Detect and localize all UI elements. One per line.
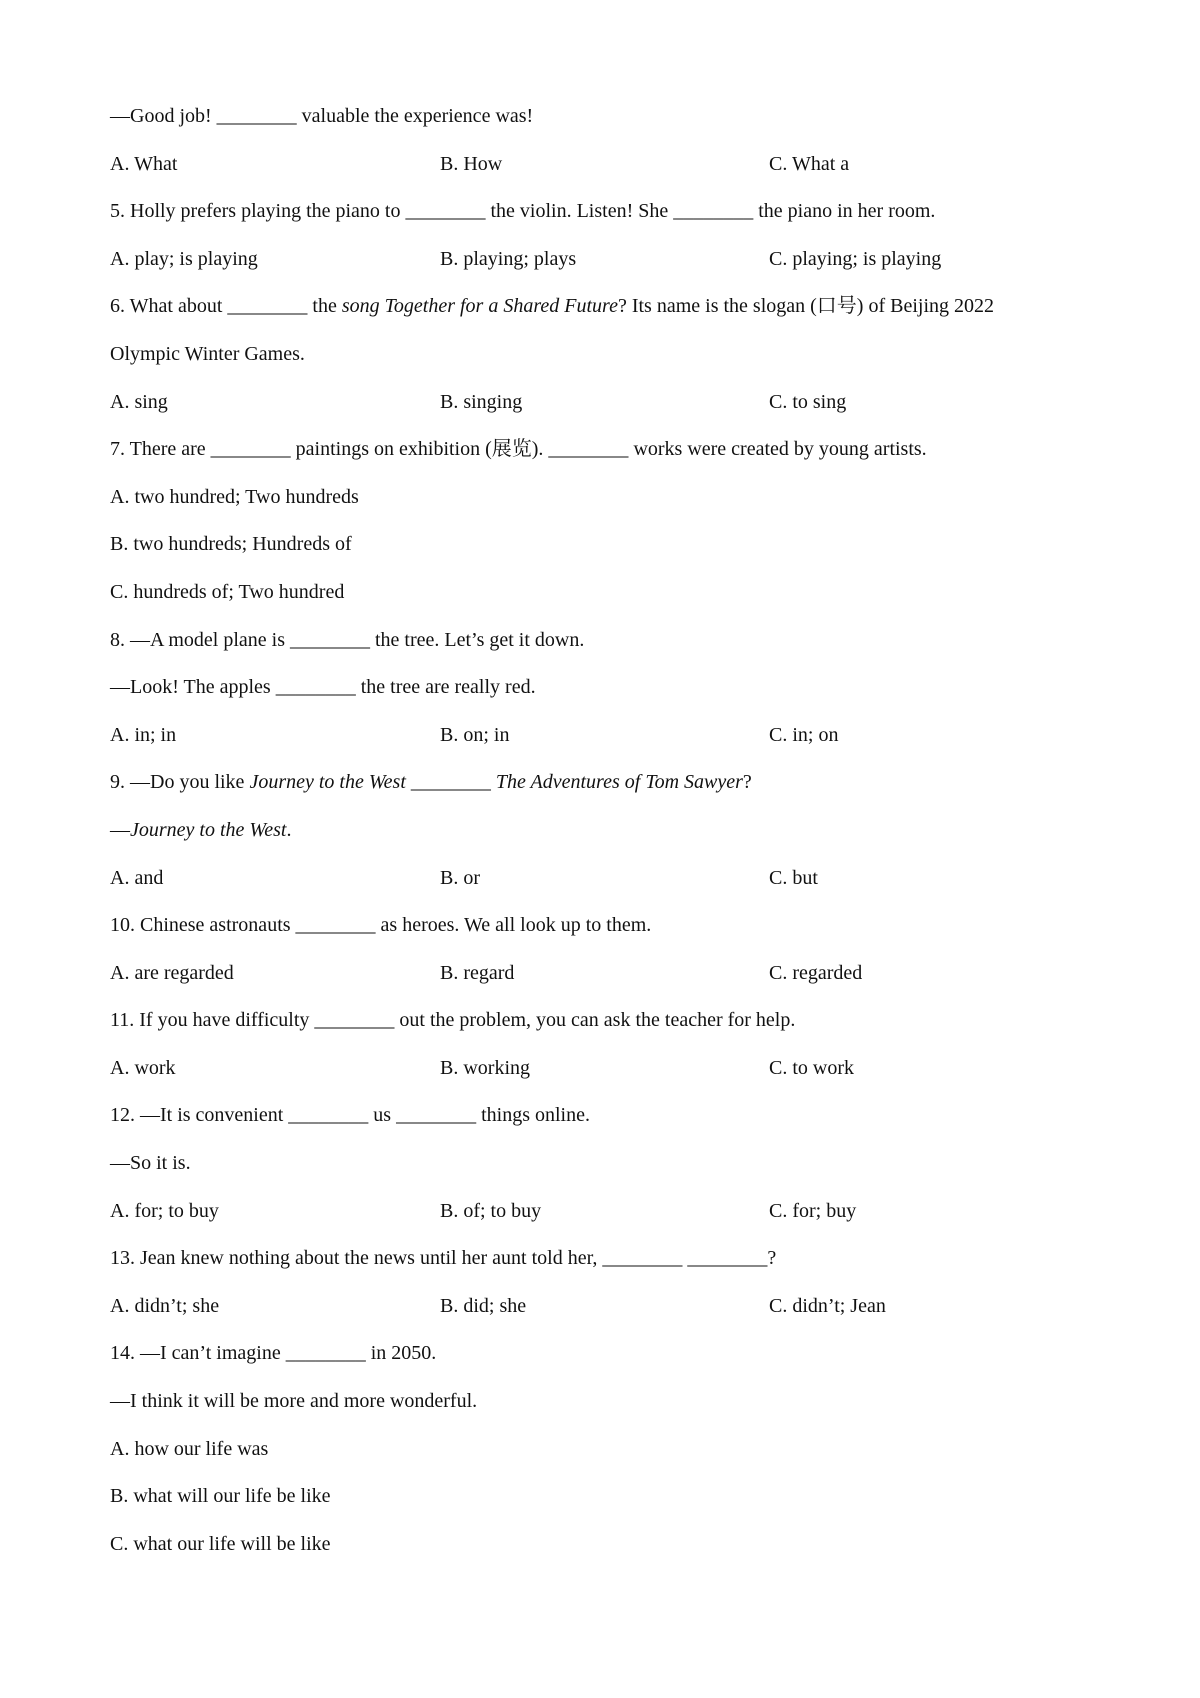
answer-options-row: [110, 863, 1110, 911]
answer-options-row: [110, 1053, 1110, 1101]
italic-title-text: The Adventures of Tom Sawyer: [495, 771, 743, 794]
text-line: [110, 625, 1110, 673]
answer-option: C. regarded: [769, 961, 863, 984]
text-segment: 9. —Do you like: [110, 771, 250, 794]
answer-option: B. working: [440, 1056, 530, 1079]
answer-option: A. sing: [110, 390, 168, 413]
text-segment: —Look! The apples ________ the tree are really red.: [110, 676, 536, 699]
text-segment: 13. Jean knew nothing about the news until her aunt told her, ________ ________?: [110, 1247, 777, 1270]
answer-option: A. are regarded: [110, 961, 234, 984]
answer-option: B. How: [440, 152, 503, 175]
text-segment: —So it is.: [110, 1152, 191, 1175]
answer-option: A. and: [110, 866, 164, 889]
answer-option: B. did; she: [440, 1294, 527, 1317]
italic-title-text: Journey to the West: [249, 771, 406, 794]
text-line: [110, 1529, 1110, 1577]
text-line: [110, 910, 1110, 958]
text-line: [110, 1481, 1110, 1529]
text-line: [110, 1386, 1110, 1434]
answer-options-row: [110, 1196, 1110, 1244]
text-segment: —Good job! ________ valuable the experience was!: [110, 105, 534, 127]
text-line: [110, 339, 1110, 387]
text-line: [110, 672, 1110, 720]
answer-option: B. playing; plays: [440, 247, 577, 270]
answer-options-row: [110, 244, 1110, 292]
text-segment: 11. If you have difficulty ________ out the problem, you can ask the teacher for help.: [110, 1009, 796, 1032]
text-segment: C. what our life will be like: [110, 1532, 331, 1555]
text-segment: —: [110, 818, 130, 841]
text-line: [110, 482, 1110, 530]
text-segment: 8. —A model plane is ________ the tree. Let’s get it down.: [110, 628, 585, 651]
text-line: [110, 577, 1110, 625]
answer-option: A. for; to buy: [110, 1199, 219, 1222]
answer-options-row: [110, 149, 1110, 197]
answer-option: A. What: [110, 152, 178, 175]
answer-option: A. didn’t; she: [110, 1294, 220, 1317]
text-segment: 7. There are ________ paintings on exhibition (展览). ________ works were created by young artists.: [110, 438, 927, 461]
text-segment: C. hundreds of; Two hundred: [110, 580, 345, 603]
answer-option: C. didn’t; Jean: [769, 1294, 886, 1317]
answer-option: C. in; on: [769, 723, 839, 746]
worksheet-page: [110, 101, 1110, 1576]
text-line: [110, 1005, 1110, 1053]
text-line: [110, 1434, 1110, 1482]
text-segment: 5. Holly prefers playing the piano to ________ the violin. Listen! She ________ the piano in her room.: [110, 200, 936, 223]
answer-option: B. regard: [440, 961, 515, 984]
text-segment: 14. —I can’t imagine ________ in 2050.: [110, 1342, 437, 1365]
text-segment: —I think it will be more and more wonderful.: [110, 1390, 478, 1413]
text-segment: A. two hundred; Two hundreds: [110, 485, 359, 508]
text-line: [110, 1100, 1110, 1148]
text-line: [110, 1148, 1110, 1196]
answer-option: B. or: [440, 866, 480, 889]
answer-options-row: [110, 958, 1110, 1006]
text-segment: Olympic Winter Games.: [110, 342, 305, 365]
text-line: [110, 1338, 1110, 1386]
text-line: [110, 196, 1110, 244]
italic-title-text: song Together for a Shared Future: [341, 295, 618, 318]
answer-option: C. to work: [769, 1056, 854, 1079]
answer-option: C. to sing: [769, 390, 847, 413]
text-line: [110, 1243, 1110, 1291]
answer-options-row: [110, 387, 1110, 435]
answer-option: A. in; in: [110, 723, 177, 746]
answer-option: B. singing: [440, 390, 523, 413]
answer-option: C. What a: [769, 152, 850, 175]
text-segment: ________: [405, 771, 496, 794]
text-segment: 10. Chinese astronauts ________ as heroes. We all look up to them.: [110, 914, 652, 937]
text-segment: B. two hundreds; Hundreds of: [110, 533, 352, 556]
answer-option: C. for; buy: [769, 1199, 857, 1222]
answer-option: B. of; to buy: [440, 1199, 542, 1222]
text-segment: ?: [742, 771, 752, 794]
text-line: [110, 529, 1110, 577]
answer-option: A. work: [110, 1056, 176, 1079]
answer-option: C. but: [769, 866, 818, 889]
text-segment: 6. What about ________ the: [110, 295, 342, 318]
text-segment: A. how our life was: [110, 1437, 269, 1460]
text-segment: B. what will our life be like: [110, 1485, 331, 1508]
text-segment: 12. —It is convenient ________ us ________ things online.: [110, 1104, 590, 1127]
text-line: [110, 101, 1110, 149]
italic-title-text: Journey to the West: [130, 818, 287, 841]
text-segment: .: [286, 818, 292, 841]
text-line: [110, 291, 1110, 339]
text-line: [110, 767, 1110, 815]
text-segment: ? Its name is the slogan (口号) of Beijing 2022: [617, 295, 994, 318]
text-line: [110, 815, 1110, 863]
answer-options-row: [110, 1291, 1110, 1339]
text-line: [110, 434, 1110, 482]
answer-options-row: [110, 720, 1110, 768]
answer-option: B. on; in: [440, 723, 510, 746]
answer-option: C. playing; is playing: [769, 247, 942, 270]
answer-option: A. play; is playing: [110, 247, 258, 270]
